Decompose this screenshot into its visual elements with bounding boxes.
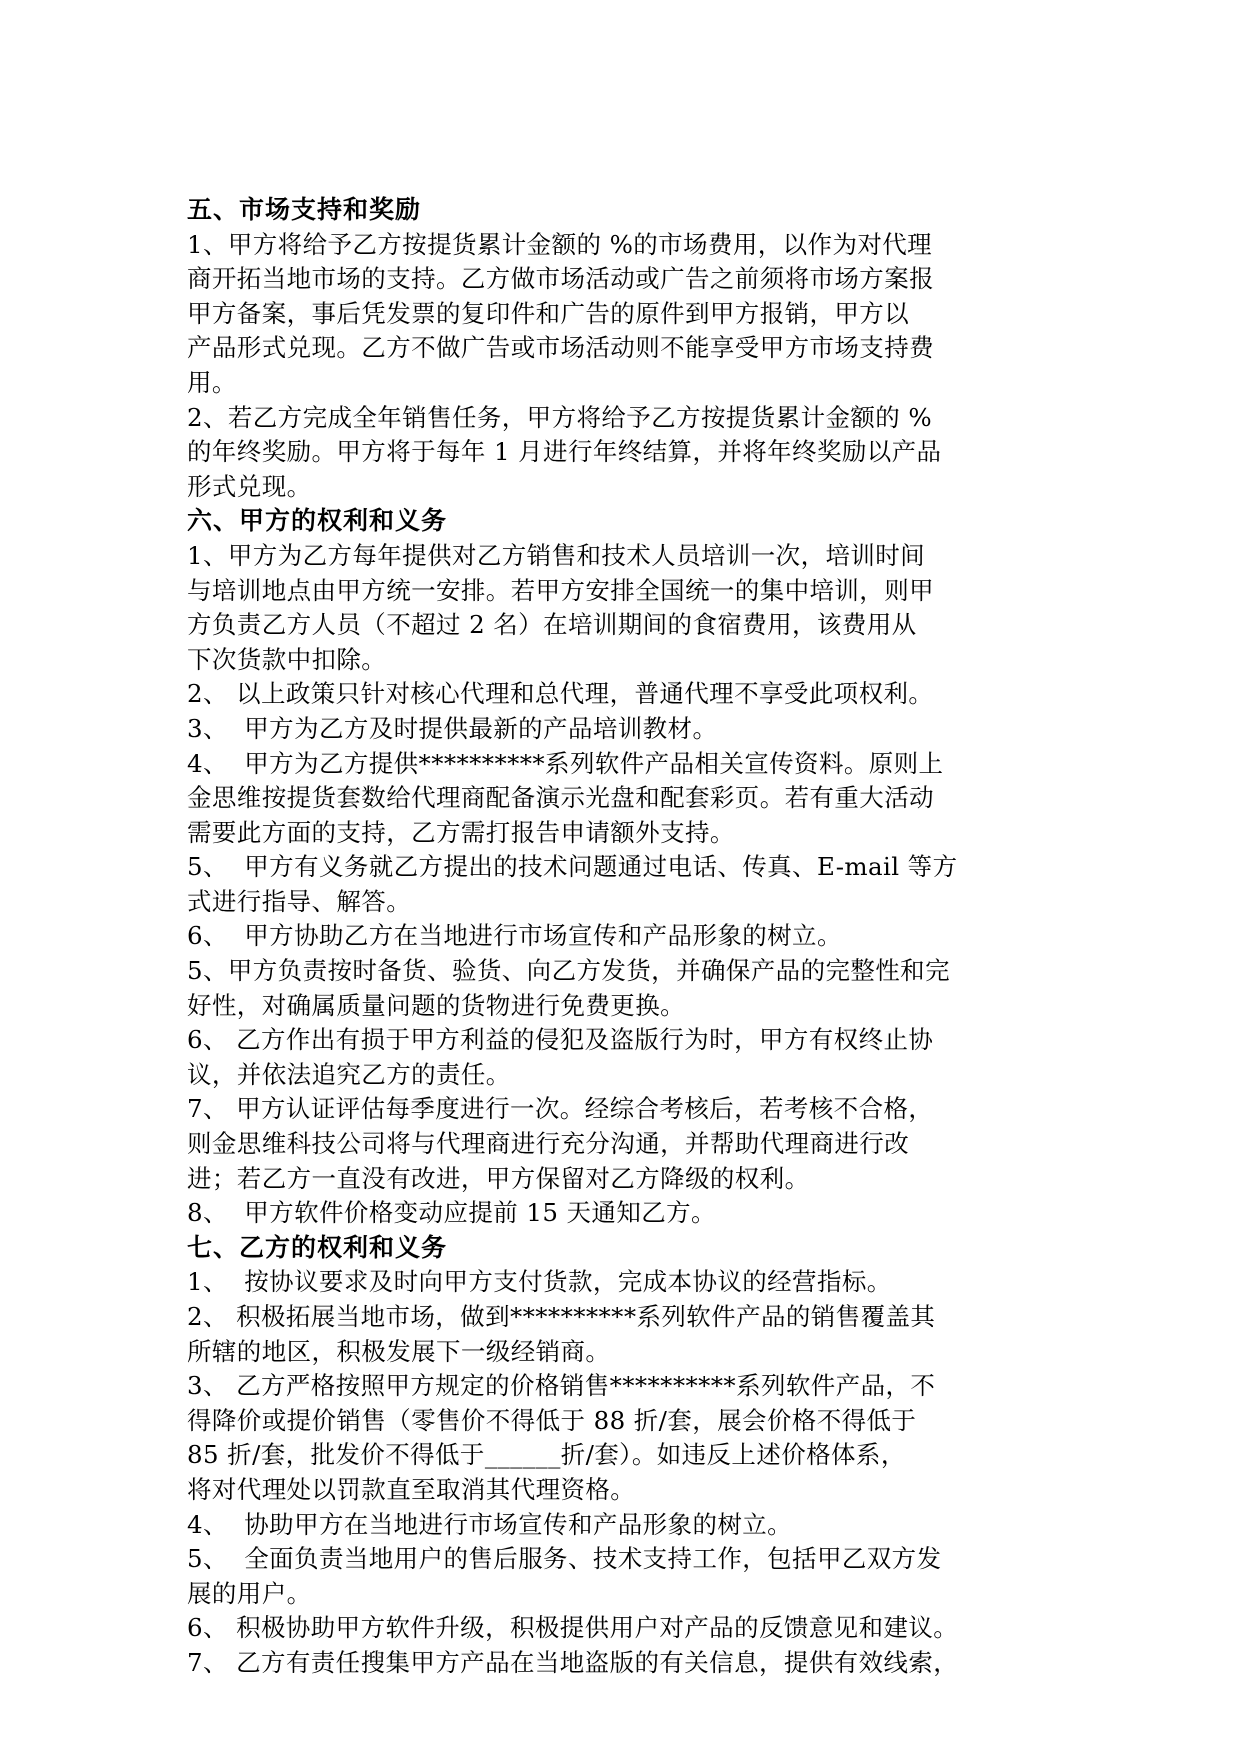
paragraph <box>187 539 1067 677</box>
paragraph <box>187 919 1067 954</box>
paragraph <box>187 712 1067 747</box>
section6-body <box>187 539 1067 1231</box>
text-line: 2、 以上政策只针对核心代理和总代理，普通代理不享受此项权利。 <box>187 679 934 709</box>
text-line: 7、 甲方认证评估每季度进行一次。经综合考核后，若考核不合格， <box>187 1094 934 1124</box>
text-line: 85 折/套，批发价不得低于______折/套）。如违反上述价格体系， <box>187 1440 906 1470</box>
paragraph <box>187 1196 1067 1231</box>
text-line: 3、 乙方严格按照甲方规定的价格销售**********系列软件产品，不 <box>187 1371 936 1401</box>
text-line: 方负责乙方人员（不超过 2 名）在培训期间的食宿费用，该费用从 <box>187 610 917 640</box>
paragraph <box>187 747 1067 851</box>
paragraph <box>187 1023 1067 1092</box>
text-line: 与培训地点由甲方统一安排。若甲方安排全国统一的集中培训，则甲 <box>187 575 934 605</box>
paragraph <box>187 228 1067 401</box>
text-line: 则金思维科技公司将与代理商进行充分沟通，并帮助代理商进行改 <box>187 1129 910 1159</box>
paragraph <box>187 677 1067 712</box>
section-heading: 七、乙方的权利和义务 <box>187 1232 448 1262</box>
text-line: 8、 甲方软件价格变动应提前 15 天通知乙方。 <box>187 1198 716 1228</box>
text-line: 将对代理处以罚款直至取消其代理资格。 <box>187 1474 636 1504</box>
paragraph <box>187 1300 1067 1369</box>
text-line: 4、 甲方为乙方提供**********系列软件产品相关宣传资料。原则上 <box>187 748 944 778</box>
text-line: 进；若乙方一直没有改进，甲方保留对乙方降级的权利。 <box>187 1163 810 1193</box>
paragraph <box>187 1646 1067 1681</box>
text-line: 2、 积极拓展当地市场，做到**********系列软件产品的销售覆盖其 <box>187 1302 936 1331</box>
paragraph <box>187 1508 1067 1543</box>
text-line: 1、 按协议要求及时向甲方支付货款，完成本协议的经营指标。 <box>187 1267 892 1297</box>
text-line: 议，并依法追究乙方的责任。 <box>187 1059 511 1089</box>
paragraph <box>187 401 1067 505</box>
text-line: 用。 <box>187 367 237 397</box>
text-line: 下次货款中扣除。 <box>187 644 387 674</box>
text-line: 的年终奖励。甲方将于每年 1 月进行年终结算，并将年终奖励以产品 <box>187 437 942 467</box>
paragraph <box>187 1611 1067 1646</box>
text-line: 商开拓当地市场的支持。乙方做市场活动或广告之前须将市场方案报 <box>187 264 934 294</box>
text-line: 7、 乙方有责任搜集甲方产品在当地盗版的有关信息，提供有效线索， <box>187 1647 959 1677</box>
paragraph <box>187 1369 1067 1507</box>
text-line: 1、甲方将给予乙方按提货累计金额的 %的市场费用，以作为对代理 <box>187 229 933 259</box>
text-line: 展的用户。 <box>187 1578 312 1608</box>
text-line: 得降价或提价销售（零售价不得低于 88 折/套，展会价格不得低于 <box>187 1405 917 1435</box>
text-line: 需要此方面的支持，乙方需打报告申请额外支持。 <box>187 817 735 847</box>
text-line: 好性，对确属质量问题的货物进行免费更换。 <box>187 990 685 1020</box>
paragraph <box>187 954 1067 1023</box>
text-line: 所辖的地区，积极发展下一级经销商。 <box>187 1336 611 1366</box>
section5-body <box>187 228 1067 505</box>
text-line: 5、 全面负责当地用户的售后服务、技术支持工作，包括甲乙双方发 <box>187 1544 942 1574</box>
paragraph <box>187 1092 1067 1196</box>
text-line: 3、 甲方为乙方及时提供最新的产品培训教材。 <box>187 713 718 743</box>
section7-body <box>187 1265 1067 1680</box>
text-line: 6、 积极协助甲方软件升级，积极提供用户对产品的反馈意见和建议。 <box>187 1613 959 1643</box>
text-line: 甲方备案，事后凭发票的复印件和广告的原件到甲方报销，甲方以 <box>187 298 910 328</box>
text-line: 形式兑现。 <box>187 471 312 501</box>
paragraph <box>187 1265 1067 1300</box>
text-line: 5、 甲方有义务就乙方提出的技术问题通过电话、传真、E-mail 等方 <box>187 852 958 882</box>
text-line: 5、甲方负责按时备货、验货、向乙方发货，并确保产品的完整性和完 <box>187 956 950 986</box>
text-line: 6、 甲方协助乙方在当地进行市场宣传和产品形象的树立。 <box>187 921 842 951</box>
paragraph <box>187 850 1067 919</box>
paragraph <box>187 1542 1067 1611</box>
text-line: 1、甲方为乙方每年提供对乙方销售和技术人员培训一次，培训时间 <box>187 540 926 570</box>
text-line: 2、若乙方完成全年销售任务，甲方将给予乙方按提货累计金额的 % <box>187 402 933 432</box>
text-line: 4、 协助甲方在当地进行市场宣传和产品形象的树立。 <box>187 1509 793 1539</box>
text-line: 式进行指导、解答。 <box>187 886 412 916</box>
text-line: 产品形式兑现。乙方不做广告或市场活动则不能享受甲方市场支持费 <box>187 333 934 363</box>
text-line: 6、 乙方作出有损于甲方利益的侵犯及盗版行为时，甲方有权终止协 <box>187 1025 934 1055</box>
section-heading: 五、市场支持和奖励 <box>187 195 422 224</box>
document-page <box>187 193 1067 1681</box>
section-heading: 六、甲方的权利和义务 <box>187 506 448 536</box>
text-line: 金思维按提货套数给代理商配备演示光盘和配套彩页。若有重大活动 <box>187 783 934 813</box>
